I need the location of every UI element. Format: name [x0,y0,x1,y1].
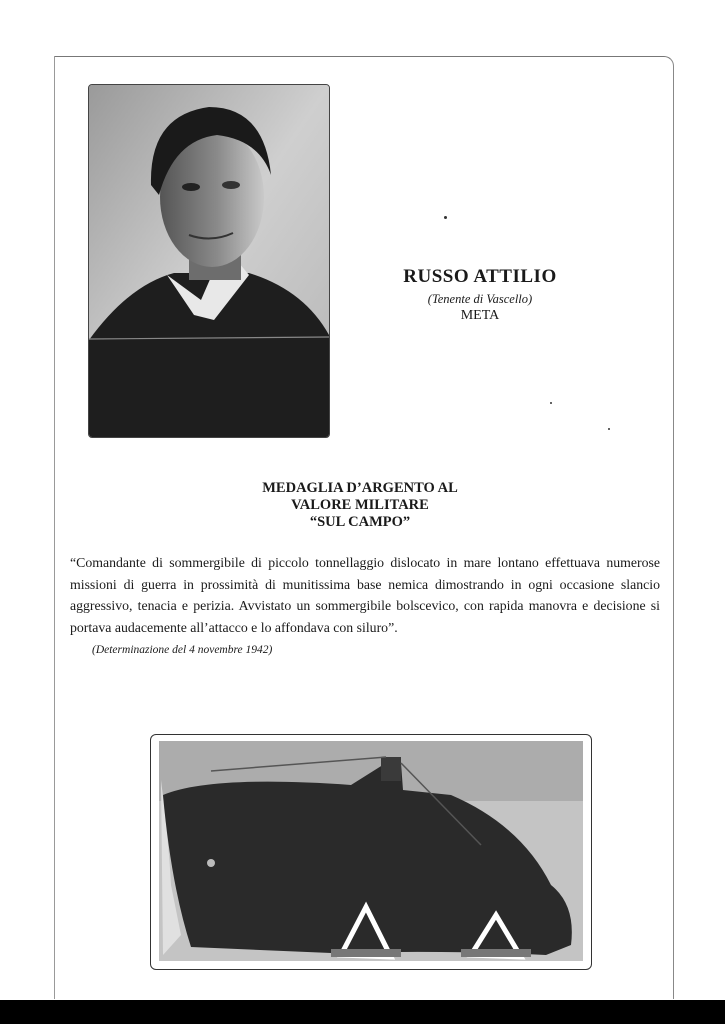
scan-bottom-band [0,1000,725,1024]
award-line-2: VALORE MILITARE [291,497,429,513]
portrait-photo [88,84,330,438]
award-line-3: “SUL CAMPO” [309,514,411,530]
person-rank: (Tenente di Vascello) [427,292,533,306]
award-title [190,480,530,531]
scan-speck [550,402,552,404]
scan-speck [608,428,610,430]
citation-text: “Comandante di sommergibile di piccolo tonnellaggio dislocato in mare lontano effettuava numerose missioni di guerra in prossimità di munitissima base nemica dimostrando in ogni occasione slancio aggressivo, tenacia e perizia. Avvistato un sommergibile bolscevico, con rapida manovra e decisione si portava audacemente all’attacco e lo affondava con siluro”. [70,555,660,635]
award-line-1: MEDAGLIA D’ARGENTO AL [262,480,458,496]
scan-speck [444,216,447,219]
person-place: META [460,308,500,323]
citation-date: (Determinazione del 4 novembre 1942) [92,644,273,656]
submarine-photo [150,734,592,970]
name-block [400,266,560,324]
person-name: RUSSO ATTILIO [403,266,557,287]
